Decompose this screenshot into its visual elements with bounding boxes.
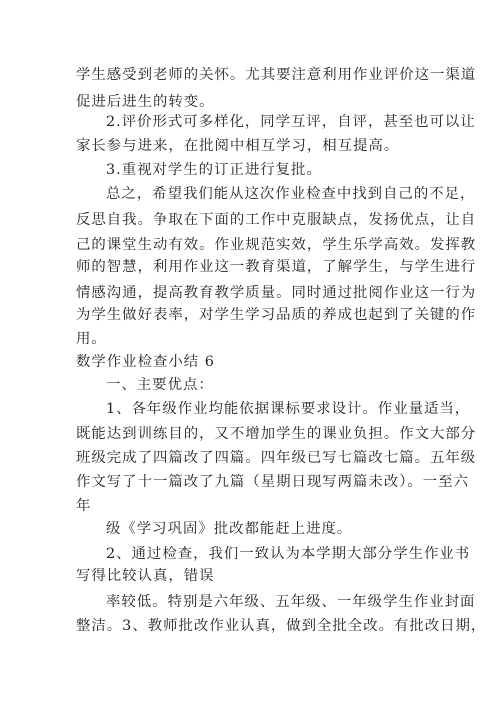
text-line: 年 xyxy=(76,498,92,514)
text-line: 用。 xyxy=(76,331,107,347)
text-line: 3.重视对学生的订正进行复批。 xyxy=(106,162,322,178)
text-line: 总之，希望我们能从这次作业检查中找到自己的不足， xyxy=(106,186,476,202)
text-line: 为学生做好表率，对学生学习品质的养成也起到了关键的作 xyxy=(76,307,477,323)
text-line: 既能达到训练目的，又不增加学生的课业负担。作文大部分 xyxy=(76,426,477,442)
text-line: 1、各年级作业均能依据课标要求设计。作业量适当， xyxy=(106,401,471,417)
text-line: 学生感受到老师的关怀。尤其要注意利用作业评价这一渠道 xyxy=(76,67,477,83)
text-line: 率较低。特别是六年级、五年级、一年级学生作业封面 xyxy=(106,594,476,610)
text-line: 一、主要优点： xyxy=(106,377,214,393)
text-line: 己的课堂生动有效。作业规范实效，学生乐学高效。发挥教 xyxy=(76,237,477,253)
text-line: 班级完成了四篇改了四篇。四年级已写七篇改七篇。五年级 xyxy=(76,450,477,466)
text-line: 2、通过检查，我们一致认为本学期大部分学生作业书 xyxy=(106,546,471,562)
text-line: 家长参与进来，在批阅中相互学习，相互提高。 xyxy=(76,138,400,154)
text-line: 2.评价形式可多样化，同学互评，自评，甚至也可以让 xyxy=(106,114,476,130)
text-line: 作文写了十一篇改了九篇（星期日现写两篇未改）。一至六 xyxy=(76,474,469,490)
text-line: 写得比较认真，错误 xyxy=(76,568,215,584)
text-line: 反思自我。争取在下面的工作中克服缺点，发扬优点，让自 xyxy=(76,212,477,228)
text-line: 促进后进生的转变。 xyxy=(76,94,215,110)
text-line: 情感沟通，提高教育教学质量。同时通过批阅作业这一行为 xyxy=(76,285,477,301)
text-line: 师的智慧，利用作业这一教育渠道，了解学生，与学生进行 xyxy=(76,259,477,275)
text-line: 整洁。3、教师批改作业认真，做到全批全改。有批改日期， xyxy=(76,618,487,634)
text-line: 级《学习巩固》批改都能赶上进度。 xyxy=(106,521,353,537)
section-heading: 数学作业检查小结 6 xyxy=(76,354,215,370)
